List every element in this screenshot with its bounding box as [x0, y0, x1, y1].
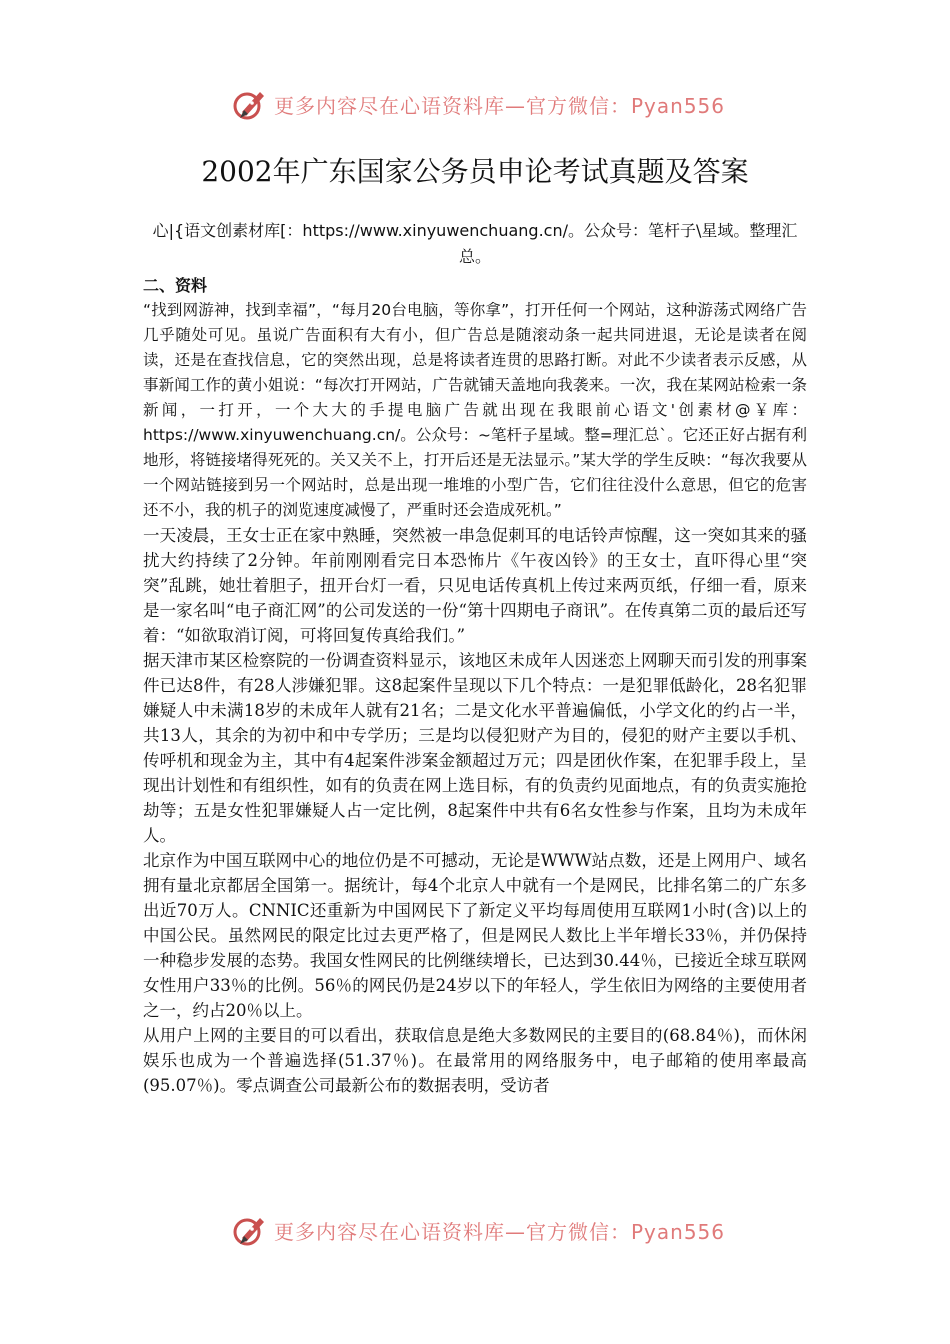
paragraph: 据天津市某区检察院的一份调查资料显示，该地区未成年人因迷恋上网聊天而引发的刑事案件已达8件，有28人涉嫌犯罪。这8起案件呈现以下几个特点：一是犯罪低龄化，28名犯罪嫌疑人中未满18岁的未成年人就有21名；二是文化水平普遍偏低，小学文化的约占一半，共13人，其余的为初中和中专学历；三是均以侵犯财产为目的，侵犯的财产主要以手机、传呼机和现金为主，其中有4起案件涉案金额超过万元；四是团伙作案，在犯罪手段上，呈现出计划性和有组织性，如有的负责在网上选目标，有的负责约见面地点，有的负责实施抢劫等；五是女性犯罪嫌疑人占一定比例，8起案件中共有6名女性参与作案，且均为未成年人。 [143, 651, 807, 845]
paragraph: 北京作为中国互联网中心的地位仍是不可撼动，无论是WWW站点数，还是上网用户、域名拥有量北京都居全国第一。据统计，每4个北京人中就有一个是网民，比排名第二的广东多出近70万人。CNNIC还重新为中国网民下了新定义平均每周使用互联网1小时(含)以上的中国公民。虽然网民的限定比过去更严格了，但是网民人数比上半年增长33％，并仍保持一种稳步发展的态势。我国女性网民的比例继续增长，已达到30.44％，已接近全球互联网女性用户33％的比例。56％的网民仍是24岁以下的年轻人，学生依旧为网络的主要使用者之一，约占20％以上。 [143, 851, 807, 1020]
banner-text: 更多内容尽在心语资料库—官方微信：Pyan556 [274, 1219, 726, 1244]
source-note: 心|{语文创素材库[：https://www.xinyuwenchuang.cn/。公众号：笔杆子\星域。整理汇总。 [152, 221, 798, 266]
header-banner [232, 86, 725, 122]
pen-nib-logo-icon [232, 1212, 268, 1248]
paragraph: “找到网游神，找到幸福”，“每月20台电脑，等你拿”，打开任何一个网站，这种游荡式网络广告几乎随处可见。虽说广告面积有大有小，但广告总是随滚动条一起共同进退，无论是读者在阅读，还是在查找信息，它的突然出现，总是将读者连贯的思路打断。对此不少读者表示反感，从事新闻工作的黄小姐说：“每次打开网站，广告就铺天盖地向我袭来。一次，我在某网站检索一条新闻，一打开，一个大大的手提电脑广告就出现在我眼前心语文'创素材@￥库：https://www.xinyuwenchuang.cn/。公众号：~笔杆子星域。整=理汇总`。它还正好占据有利地形，将链接堵得死死的。关又关不上，打开后还是无法显示。”某大学的学生反映：“每次我要从一个网站链接到另一个网站时，总是出现一堆堆的小型广告，它们往往没什么意思，但它的危害还不小，我的机子的浏览速度减慢了，严重时还会造成死机。” [143, 301, 807, 519]
section-heading: 二、资料 [143, 276, 208, 295]
pen-nib-logo-icon [232, 86, 268, 122]
document-title: 2002年广东国家公务员申论考试真题及答案 [201, 155, 749, 188]
footer-banner [232, 1212, 725, 1248]
paragraph: 从用户上网的主要目的可以看出，获取信息是绝大多数网民的主要目的(68.84％)，而休闲娱乐也成为一个普遍选择(51.37％)。在最常用的网络服务中，电子邮箱的使用率最高(95.07％)。零点调查公司最新公布的数据表明，受访者 [143, 1026, 807, 1095]
paragraph: 一天凌晨，王女士正在家中熟睡，突然被一串急促刺耳的电话铃声惊醒，这一突如其来的骚扰大约持续了2分钟。年前刚刚看完日本恐怖片《午夜凶铃》的王女士，直吓得心里“突突”乱跳，她壮着胆子，扭开台灯一看，只见电话传真机上传过来两页纸，仔细一看，原来是一家名叫“电子商汇网”的公司发送的一份“第十四期电子商讯”。在传真第二页的最后还写着：“如欲取消订阅，可将回复传真给我们。” [143, 526, 807, 645]
document-body [143, 218, 807, 1098]
banner-text: 更多内容尽在心语资料库—官方微信：Pyan556 [274, 93, 726, 118]
